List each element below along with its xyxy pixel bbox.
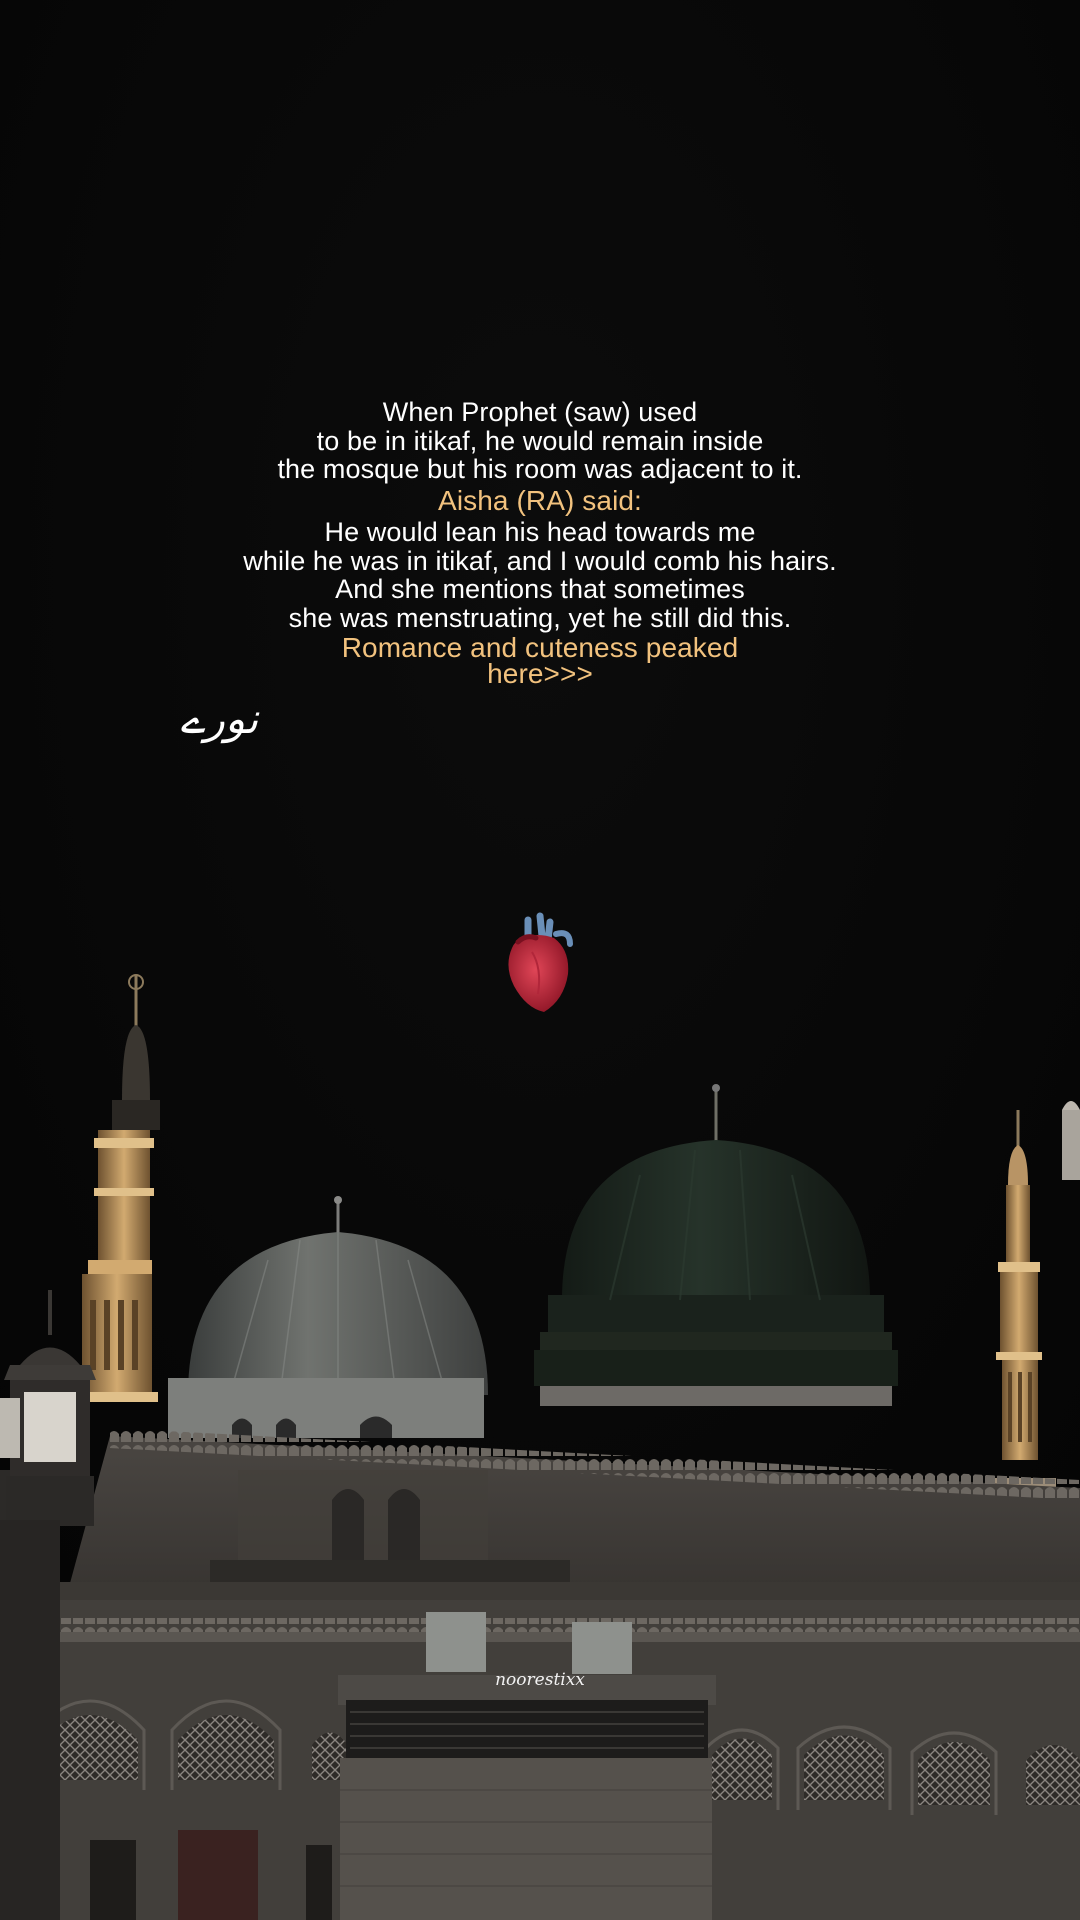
quote-text-block xyxy=(0,398,1080,687)
quote-body-line: And she mentions that sometimes xyxy=(335,574,745,604)
quote-body-line: while he was in itikaf, and I would comb his hairs. xyxy=(243,545,837,576)
quote-closing-line: here>>> xyxy=(487,658,593,689)
quote-speaker: Aisha (RA) said: xyxy=(438,484,642,516)
quote-body-line: He would lean his head towards me xyxy=(324,517,756,547)
quote-body-line: she was menstruating, yet he still did this. xyxy=(288,602,792,633)
signature-urdu: نورے xyxy=(180,694,259,743)
quote-intro-line: the mosque but his room was adjacent to it. xyxy=(277,454,803,484)
quote-intro-line: When Prophet (saw) used xyxy=(382,397,698,427)
quote-closing-line: Romance and cuteness peaked xyxy=(341,632,739,663)
right-edge-minaret xyxy=(1062,1101,1080,1180)
watermark-handle: noorestixx xyxy=(495,1670,585,1690)
quote-intro-line: to be in itikaf, he would remain inside xyxy=(316,425,764,456)
